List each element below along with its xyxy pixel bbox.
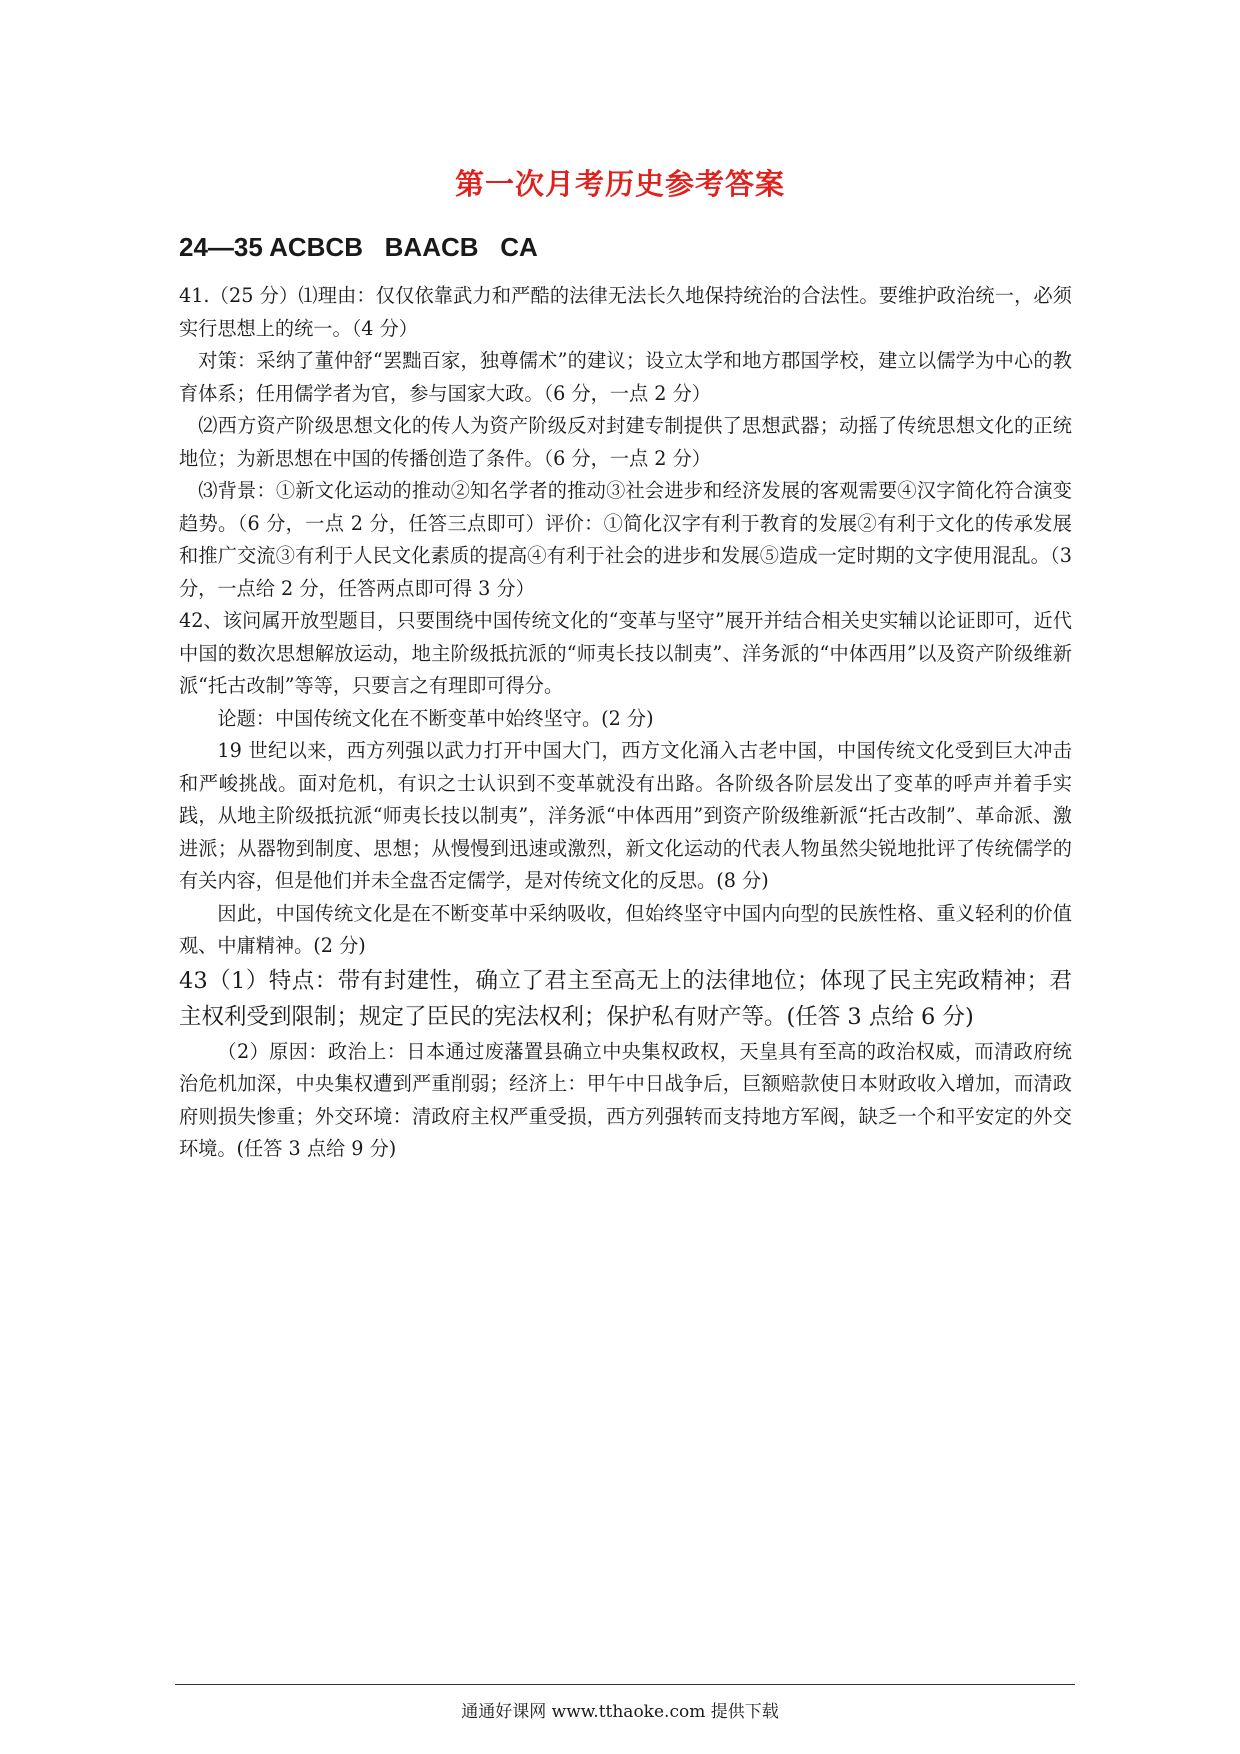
page-title: 第一次月考历史参考答案 xyxy=(454,167,785,201)
q41-part3: ⑶背景：①新文化运动的推动②知名学者的推动③社会进步和经济发展的客观需要④汉字简化符合演变趋势。（6 分，一点 2 分，任答三点即可）评价：①简化汉字有利于教育的发展②有利于文化的传承发展和推广交流③有利于人民文化素质的提高④有利于社会的进步和发展⑤造成一定时期的文字使用混乱。（3 分，一点给 2 分，任答两点即可得 3 分） xyxy=(179,479,1072,600)
q41-measures: 对策：采纳了董仲舒“罢黜百家，独尊儒术”的建议；设立太学和地方郡国学校，建立以儒学为中心的教育体系；任用儒学者为官，参与国家大政。（6 分，一点 2 分） xyxy=(179,349,1072,405)
q42-conclusion: 因此，中国传统文化是在不断变革中采纳吸收，但始终坚守中国内向型的民族性格、重义轻利的价值观、中庸精神。(2 分) xyxy=(179,901,1072,957)
q41-part2: ⑵西方资产阶级思想文化的传人为资产阶级反对封建专制提供了思想武器；动摇了传统思想文化的正统地位；为新思想在中国的传播创造了条件。（6 分，一点 2 分） xyxy=(179,414,1072,470)
footer-text: 通通好课网 www.tthaoke.com 提供下载 xyxy=(461,1702,779,1722)
multiple-choice-answers: 24—35 ACBCB BAACB CA xyxy=(179,232,538,262)
q42-thesis: 论题：中国传统文化在不断变革中始终坚守。(2 分) xyxy=(217,706,654,730)
footer-divider xyxy=(175,1684,1075,1685)
q43-part1: 43（1）特点：带有封建性，确立了君主至高无上的法律地位；体现了民主宪政精神；君主权利受到限制；规定了臣民的宪法权利；保护私有财产等。(任答 3 点给 6 分) xyxy=(179,967,1072,1030)
q41-reason: 41.（25 分）⑴理由：仅仅依靠武力和严酷的法律无法长久地保持统治的合法性。要维护政治统一，必须实行思想上的统一。（4 分） xyxy=(179,284,1072,340)
q42-intro: 42、该问属开放型题目，只要围绕中国传统文化的“变革与坚守”展开并结合相关史实辅以论证即可，近代中国的数次思想解放运动，地主阶级抵抗派的“师夷长技以制夷”、洋务派的“中体西用”以及资产阶级维新派“托古改制”等等，只要言之有理即可得分。 xyxy=(179,609,1072,697)
q42-argument: 19 世纪以来，西方列强以武力打开中国大门，西方文化涌入古老中国，中国传统文化受到巨大冲击和严峻挑战。面对危机，有识之士认识到不变革就没有出路。各阶级各阶层发出了变革的呼声并着手实践，从地主阶级抵抗派“师夷长技以制夷”，洋务派“中体西用”到资产阶级维新派“托古改制”、革命派、激进派；从器物到制度、思想；从慢慢到迅速或激烈，新文化运动的代表人物虽然尖锐地批评了传统儒学的有关内容，但是他们并未全盘否定儒学，是对传统文化的反思。(8 分) xyxy=(179,739,1072,892)
answer-content xyxy=(179,280,1072,1166)
q43-part2: （2）原因：政治上：日本通过废藩置县确立中央集权政权，天皇具有至高的政治权威，而清政府统治危机加深，中央集权遭到严重削弱；经济上：甲午中日战争后，巨额赔款使日本财政收入增加，而清政府则损失惨重；外交环境：清政府主权严重受损，西方列强转而支持地方军阀，缺乏一个和平安定的外交环境。(任答 3 点给 9 分) xyxy=(179,1039,1072,1160)
